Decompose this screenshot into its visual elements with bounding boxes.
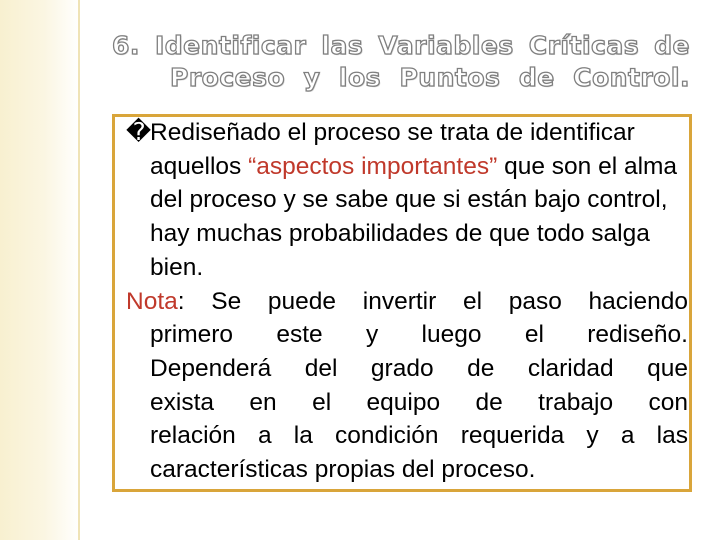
left-decorative-rule <box>78 0 80 540</box>
note-line-5: relación a la condición requerida y a las <box>150 422 688 450</box>
note-line-3: Dependerá del grado de claridad que <box>150 354 688 382</box>
note-line-1-text: : Se puede invertir el paso haciendo <box>177 287 688 315</box>
paragraph-redesign-text-a: Rediseñado el proceso se trata de identificar aquellos <box>150 119 635 180</box>
title-line-2: Proceso y los Puntos de Control. <box>170 63 690 92</box>
highlight-aspectos-importantes: “aspectos importantes” <box>248 152 498 180</box>
bullet-icon: � <box>126 119 152 146</box>
note-label: Nota <box>126 287 178 315</box>
slide-title <box>112 30 690 94</box>
note-line-6: características propias del proceso. <box>150 456 536 484</box>
paragraph-note <box>126 285 688 487</box>
note-line-4: exista en el equipo de trabajo con <box>150 388 688 416</box>
left-decorative-band <box>0 0 80 540</box>
paragraph-redesign <box>126 116 688 285</box>
paragraph-redesign-text-b: que son el alma del proceso y se sabe que si están bajo control, hay muchas probabilidades de que todo salga bien. <box>150 152 678 281</box>
note-line-2: primero este y luego el rediseño. <box>150 321 688 349</box>
title-line-1: 6. Identificar las Variables Críticas de <box>112 31 690 60</box>
note-line-1 <box>126 285 688 319</box>
slide-body <box>126 116 688 487</box>
